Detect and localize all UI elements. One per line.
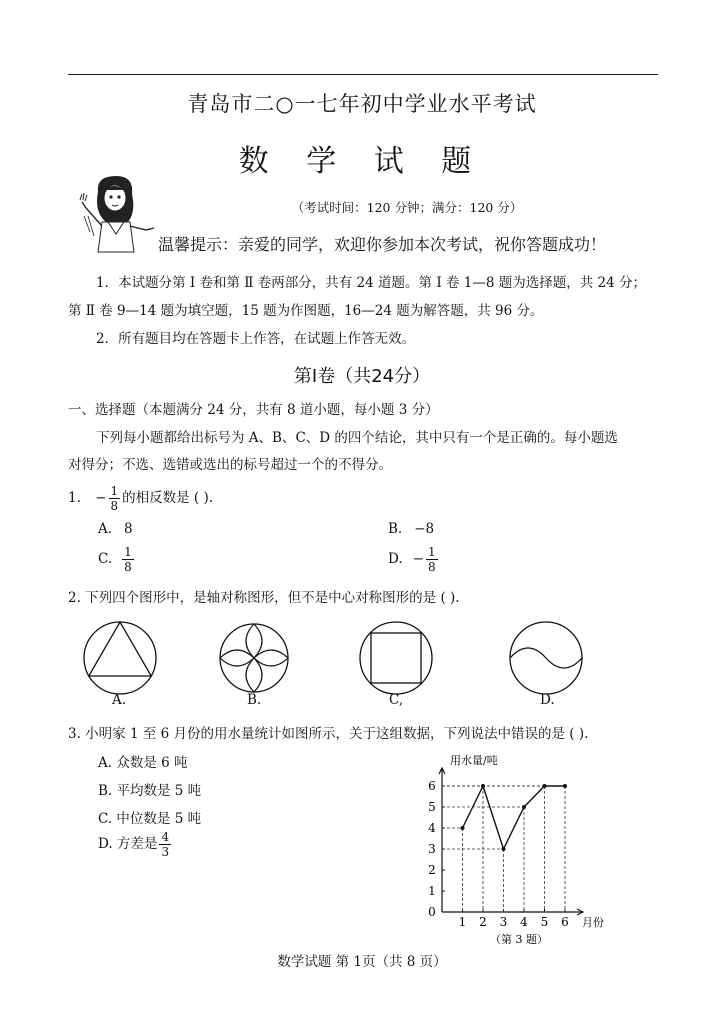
q3-option-c: C. 中位数是 5 吨 <box>98 811 202 827</box>
series-line <box>463 786 566 849</box>
data-point-6 <box>563 784 567 788</box>
x-tick-label-2: 2 <box>479 915 487 929</box>
q2-label-b: B. <box>247 692 262 708</box>
page-footer: 数学试题 第 1页（共 8 页） <box>277 954 447 970</box>
q3-stem: 3. 小明家 1 至 6 月份的用水量统计如图所示，关于这组数据，下列说法中错误的是 ( ). <box>68 726 589 742</box>
q3-option-b: B. 平均数是 5 吨 <box>98 783 202 799</box>
data-point-1 <box>461 826 465 830</box>
welcome-tip: 温馨提示：亲爱的同学，欢迎你参加本次考试，祝你答题成功！ <box>158 235 607 254</box>
figure-b-circle-petals <box>220 624 288 692</box>
q3-option-d: D. 方差是 $\frac{4}{3}$ <box>98 830 170 859</box>
x-tick-label-5: 5 <box>540 915 549 929</box>
y-tick-label-3: 3 <box>428 842 436 856</box>
q3-option-a: A. 众数是 6 吨 <box>98 755 188 771</box>
q1-minus: − <box>95 490 107 506</box>
chart-ylabel: 用水量/吨 <box>450 754 498 767</box>
y-tick-label-5: 5 <box>428 800 436 814</box>
part1-desc-1: 下列每小题都给出标号为 A、B、C、D 的四个结论，其中只有一个是正确的。每小题选 <box>96 430 618 446</box>
x-tick-label-6: 6 <box>561 915 569 929</box>
water-usage-line-chart <box>420 748 620 952</box>
y-tick-label-0: 0 <box>428 905 436 919</box>
q1-stem-tail: 的相反数是 ( ). <box>122 490 214 506</box>
x-tick-label-4: 4 <box>520 915 528 929</box>
q2-figures <box>80 612 640 718</box>
section-title: 第Ⅰ卷（共24分） <box>293 366 431 387</box>
q1-option-c: C. $\frac{1}{8}$ <box>98 545 132 574</box>
q1-option-b: B. −8 <box>388 521 435 537</box>
data-point-4 <box>522 805 526 809</box>
y-tick-label-4: 4 <box>428 821 436 835</box>
data-point-2 <box>481 784 485 788</box>
subject-title: 数 学 试 题 <box>238 144 486 179</box>
figure-c-circle-square <box>360 622 432 694</box>
q2-label-d: D. <box>540 692 555 708</box>
part1-desc-2: 对得分；不选、选错或选出的标号超过一个的不得分。 <box>68 457 392 473</box>
figure-d-circle-wave <box>510 622 582 694</box>
figure-a-circle-triangle <box>84 622 156 694</box>
q2-label-c: C, <box>389 692 404 708</box>
chart-caption: （第 3 题） <box>490 933 548 946</box>
y-tick-label-6: 6 <box>428 779 436 793</box>
exam-title: 青岛市二○一七年初中学业水平考试 <box>187 92 537 116</box>
instruction-line-1: 1．本试题分第 Ⅰ 卷和第 Ⅱ 卷两部分，共有 24 道题。第 Ⅰ 卷 1—8 题为选择题，共 24 分； <box>96 275 646 291</box>
y-tick-label-2: 2 <box>428 863 436 877</box>
exam-info: （考试时间：120 分钟；满分：120 分） <box>291 200 523 215</box>
instruction-line-3: 2．所有题目均在答题卡上作答，在试题上作答无效。 <box>96 331 416 347</box>
instruction-line-2: 第 Ⅱ 卷 9—14 题为填空题，15 题为作图题，16—24 题为解答题，共 96 分。 <box>68 303 544 319</box>
q1-option-d: D. − $\frac{1}{8}$ <box>388 545 436 574</box>
part1-heading: 一、选择题（本题满分 24 分，共有 8 道小题，每小题 3 分） <box>68 402 439 418</box>
top-rule <box>68 74 658 75</box>
q1-stem <box>68 484 213 513</box>
x-tick-label-3: 3 <box>499 915 508 929</box>
data-point-3 <box>502 847 506 851</box>
y-tick-label-1: 1 <box>428 884 436 898</box>
data-point-5 <box>543 784 547 788</box>
x-tick-label-1: 1 <box>458 915 467 929</box>
q2-stem: 2. 下列四个图形中，是轴对称图形，但不是中心对称图形的是 ( ). <box>68 590 460 606</box>
chart-xlabel: 月份 <box>582 916 604 929</box>
q2-label-a: A. <box>112 692 127 708</box>
q1-fraction: $\frac{1}{8}$ <box>110 484 119 513</box>
q1-number: 1. <box>68 490 81 506</box>
q1-option-a: A. 8 <box>98 521 133 537</box>
